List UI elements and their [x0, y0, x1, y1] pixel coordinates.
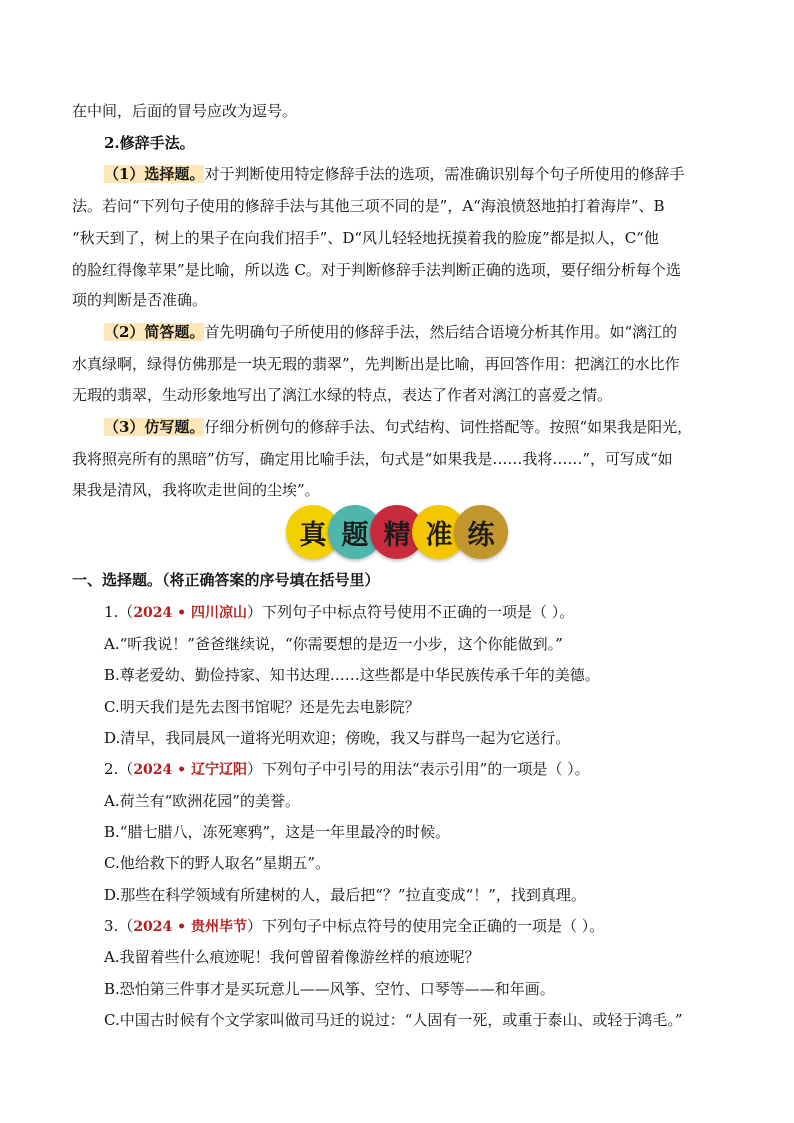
paragraph-line: 项的判断是否准确。 — [72, 291, 208, 309]
option-d: D.清早，我同晨风一道将光明欢迎；傍晚，我又与群鸟一起为它送行。 — [104, 729, 571, 747]
banner-circle: 真 — [286, 505, 340, 559]
question-number: 3.（ — [104, 917, 134, 935]
option-a: A.我留着些什么痕迹呢！我何曾留着像游丝样的痕迹呢？ — [104, 948, 480, 966]
option-c: C.他给救下的野人取名“星期五”。 — [104, 854, 331, 872]
option-b: B.尊老爱幼、勤俭持家、知书达理……这些都是中华民族传承千年的美德。 — [104, 666, 600, 684]
option-a: A.“听我说！”爸爸继续说，“你需要想的是迈一小步，这个你能做到。” — [104, 635, 563, 653]
question-source: 2024 • 辽宁辽阳 — [133, 762, 247, 778]
banner-circle: 题 — [328, 505, 382, 559]
paragraph-line: “秋天到了，树上的果子在向我们招手”、D“风儿轻轻地抚摸着我的脸庞”都是拟人，C“他 — [72, 229, 659, 247]
banner-circle: 准 — [412, 505, 466, 559]
paragraph-line: 果我是清风，我将吹走世间的尘埃”。 — [72, 481, 320, 499]
label-choice: （1）选择题。 — [104, 165, 205, 183]
option-c: C.明天我们是先去图书馆呢？还是先去电影院？ — [104, 698, 420, 716]
paragraph-line: 法。若问“下列句子使用的修辞手法与其他三项不同的是”，A“海浪愤怒地拍打着海岸”、B — [72, 197, 665, 215]
text-line: 在中间，后面的冒号应改为逗号。 — [72, 102, 298, 120]
paragraph-line — [104, 417, 692, 437]
text-span: 仔细分析例句的修辞手法、句式结构、词性搭配等。按照“如果我是阳光， — [204, 418, 693, 436]
option-a: A.荷兰有“欧洲花园”的美誉。 — [104, 792, 300, 810]
label-short-answer: （2）简答题。 — [104, 323, 205, 341]
question-number: 2.（ — [104, 760, 134, 778]
paragraph-line: 无瑕的翡翠，生动形象地写出了漓江水绿的特点，表达了作者对漓江的喜爱之情。 — [72, 386, 613, 404]
section-heading: 一、选择题。（将正确答案的序号填在括号里） — [72, 571, 380, 589]
banner-circle: 练 — [454, 505, 508, 559]
question-text: ）下列句子中引号的用法“表示引用”的一项是（ ）。 — [246, 760, 590, 778]
option-b: B.“腊七腊八，冻死寒鸦”，这是一年里最冷的时候。 — [104, 823, 451, 841]
banner-circle: 精 — [370, 505, 424, 559]
paragraph-line: 的脸红得像苹果”是比喻，所以选 C。对于判断修辞手法判断正确的选项，要仔细分析每个选 — [72, 261, 681, 279]
paragraph-line: 水真绿啊，绿得仿佛那是一块无瑕的翡翠”，先判断出是比喻，再回答作用：把漓江的水比作 — [72, 355, 680, 373]
option-c: C.中国古时候有个文学家叫做司马迁的说过：“人固有一死，或重于泰山、或轻于鸿毛。” — [104, 1011, 683, 1029]
question-text: ）下列句子中标点符号使用不正确的一项是（ ）。 — [246, 603, 575, 621]
question-number: 1.（ — [104, 603, 134, 621]
paragraph-line — [104, 322, 677, 342]
option-d: D.那些在科学领域有所建树的人，最后把“？”拉直变成“！”，找到真理。 — [104, 886, 586, 904]
text-span: 首先明确句子所使用的修辞手法，然后结合语境分析其作用。如“漓江的 — [204, 323, 678, 341]
text-span: 对于判断使用特定修辞手法的选项，需准确识别每个句子所使用的修辞手 — [204, 165, 685, 183]
question-stem — [104, 916, 604, 937]
subheading-rhetoric: 2.修辞手法。 — [104, 134, 195, 152]
option-b: B.恐怕第三件事才是买玩意儿——风筝、空竹、口琴等——和年画。 — [104, 980, 555, 998]
question-source: 2024 • 贵州毕节 — [133, 919, 247, 935]
paragraph-line — [104, 164, 684, 184]
question-stem — [104, 759, 590, 780]
paragraph-line: 我将照亮所有的黑暗”仿写，确定用比喻手法，句式是“如果我是……我将……”，可写成“如 — [72, 450, 673, 468]
label-imitation: （3）仿写题。 — [104, 418, 205, 436]
question-source: 2024 • 四川凉山 — [133, 605, 247, 621]
question-text: ）下列句子中标点符号的使用完全正确的一项是（ ）。 — [246, 917, 605, 935]
question-stem — [104, 602, 574, 623]
